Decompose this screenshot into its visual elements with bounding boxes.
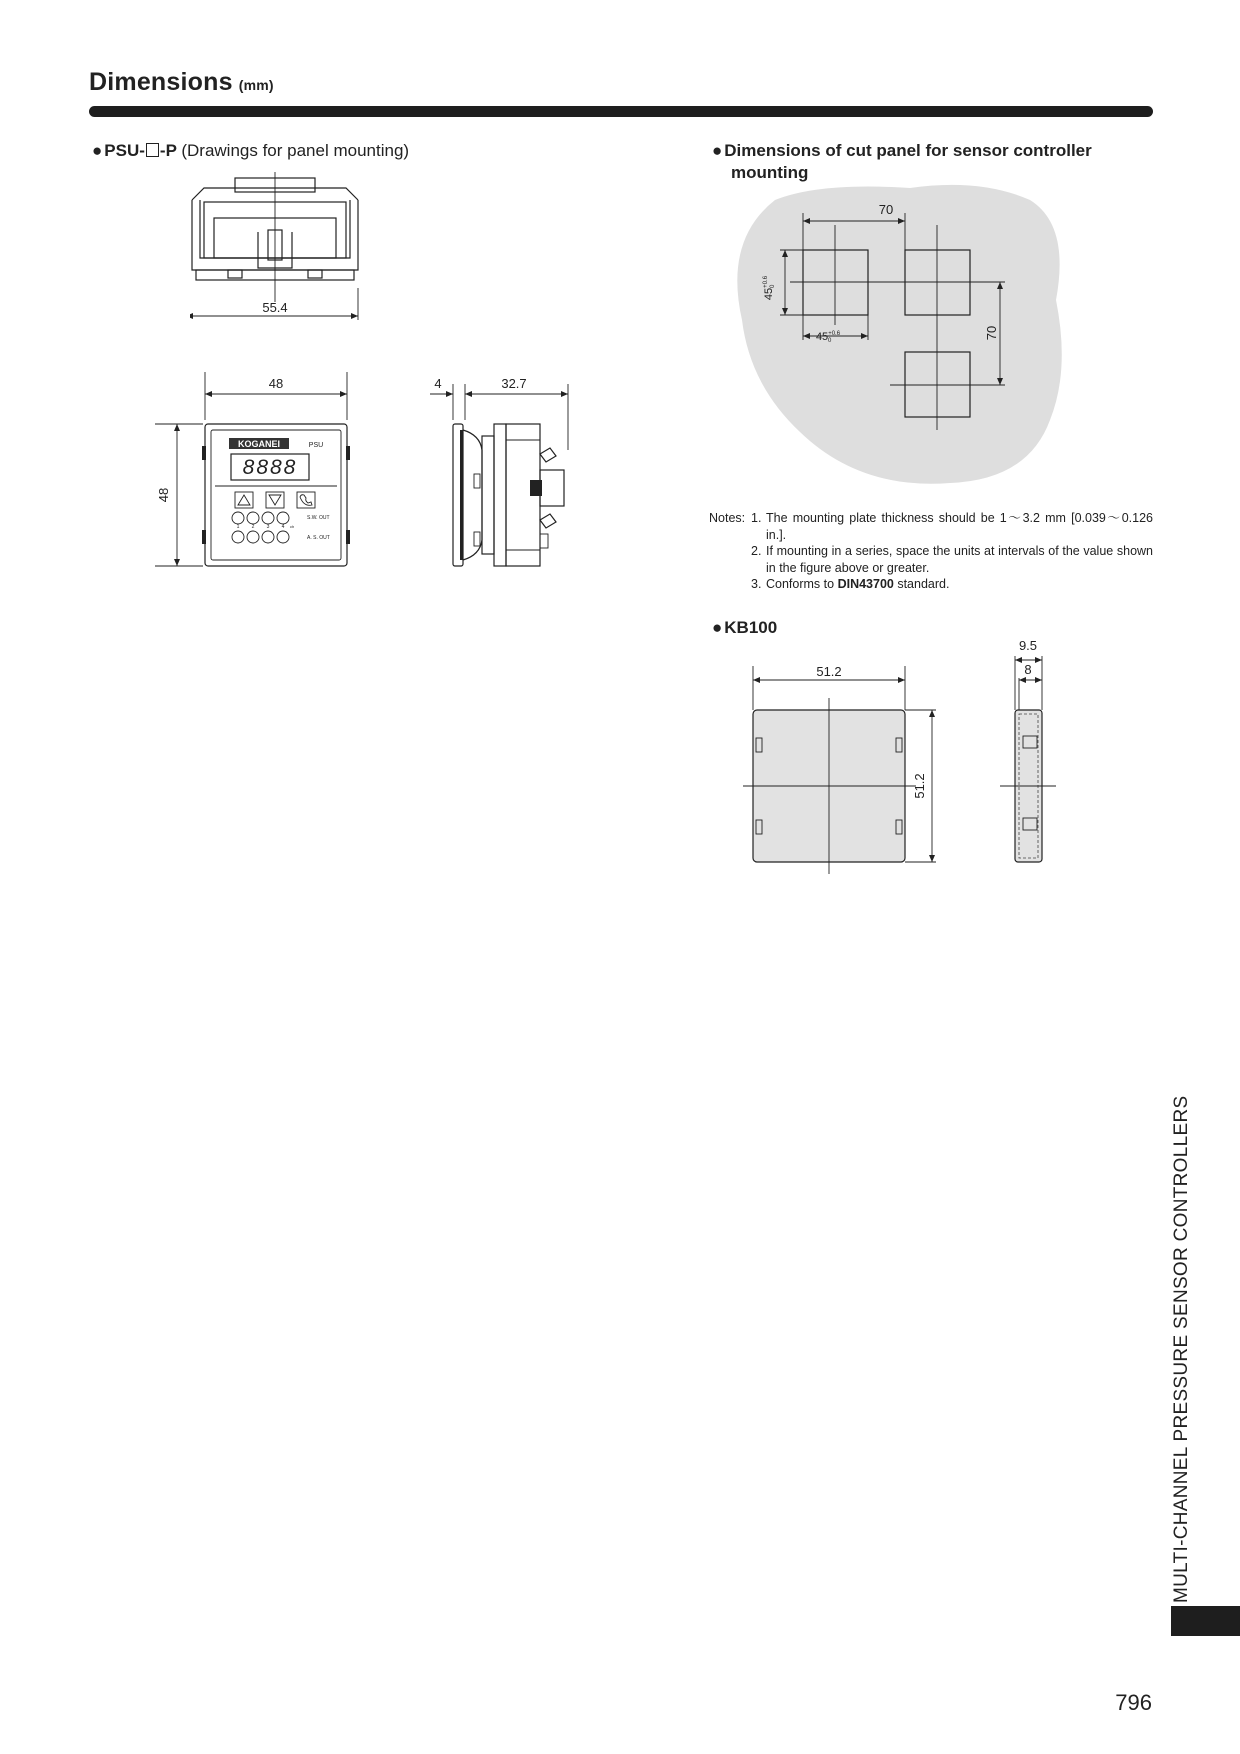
- svg-text:ch: ch: [290, 524, 295, 529]
- kb100-front-view-drawing: [740, 660, 940, 880]
- dim-side-flange: 4: [434, 376, 442, 391]
- panel-area: [737, 185, 1061, 484]
- side-tab-marker: [1171, 1606, 1240, 1636]
- display-digits: 8888: [242, 456, 298, 479]
- heading-bar: [89, 106, 1153, 117]
- dim-pitch-horizontal: 70: [878, 202, 894, 217]
- dim-kb100-side-outer: 9.5: [1018, 638, 1038, 653]
- dim-kb100-height: 51.2: [912, 773, 927, 799]
- note-item: 2. If mounting in a series, space the units at intervals of the value shown in the figure above or greater.: [751, 544, 1153, 575]
- notes-block: [709, 510, 1153, 593]
- psu-side-view-drawing: [430, 370, 580, 575]
- psu-front-view-drawing: [155, 370, 370, 575]
- psu-top-view-drawing: [190, 170, 370, 330]
- dim-front-height: 48: [156, 487, 171, 503]
- svg-text:1: 1: [236, 524, 240, 530]
- as-out-label: A. S. OUT: [307, 535, 330, 541]
- cut-panel-drawing: [730, 180, 1070, 490]
- down-arrow-icon: [269, 495, 281, 505]
- model-placeholder-box-icon: [146, 143, 159, 157]
- dim-front-width: 48: [268, 376, 284, 391]
- up-arrow-icon: [238, 495, 250, 505]
- bullet-icon: ●: [712, 141, 723, 160]
- dim-side-depth: 32.7: [501, 376, 527, 391]
- bullet-icon: ●: [712, 618, 723, 637]
- svg-text:4: 4: [281, 524, 285, 530]
- dim-cut-width: $45^{+0.6}$ 0: [815, 331, 841, 344]
- analog-output-leds: [232, 531, 289, 543]
- page-title: Dimensions (mm): [89, 68, 274, 96]
- dim-cut-height: $45^{+0.6}0$: [763, 275, 776, 301]
- cut-panel-section-title: ● Dimensions of cut panel for sensor controller mounting: [712, 141, 1092, 182]
- svg-text:2: 2: [251, 524, 255, 530]
- sw-out-label: S.W. OUT: [307, 515, 330, 521]
- return-key-icon: [300, 495, 312, 506]
- model-label: PSU: [308, 442, 324, 449]
- psu-section-title: ● PSU- -P (Drawings for panel mounting): [92, 141, 410, 160]
- note-item: 3. Conforms to DIN43700 standard.: [751, 577, 950, 591]
- dim-kb100-width: 51.2: [816, 664, 842, 679]
- brand-logo: KOGANEI: [237, 439, 281, 449]
- kb100-side-view-drawing: [990, 630, 1060, 880]
- svg-text:3: 3: [266, 524, 270, 530]
- dim-kb100-side-inner: 8: [1024, 662, 1032, 677]
- unit-label: (mm): [238, 77, 274, 93]
- note-item: 1. The mounting plate thickness should be 1～3.2 mm [0.039～0.126 in.].: [751, 511, 1153, 542]
- switch-output-leds: [232, 512, 289, 524]
- bullet-icon: ●: [92, 141, 103, 160]
- kb100-section-title: ● KB100: [712, 618, 778, 637]
- dim-top-width: 55.4: [262, 300, 288, 315]
- dim-pitch-vertical: 70: [984, 325, 999, 341]
- side-section-label: MULTI-CHANNEL PRESSURE SENSOR CONTROLLERS: [1171, 1095, 1192, 1603]
- notes-label: Notes:: [709, 511, 746, 525]
- page-number: 796: [1115, 1690, 1152, 1715]
